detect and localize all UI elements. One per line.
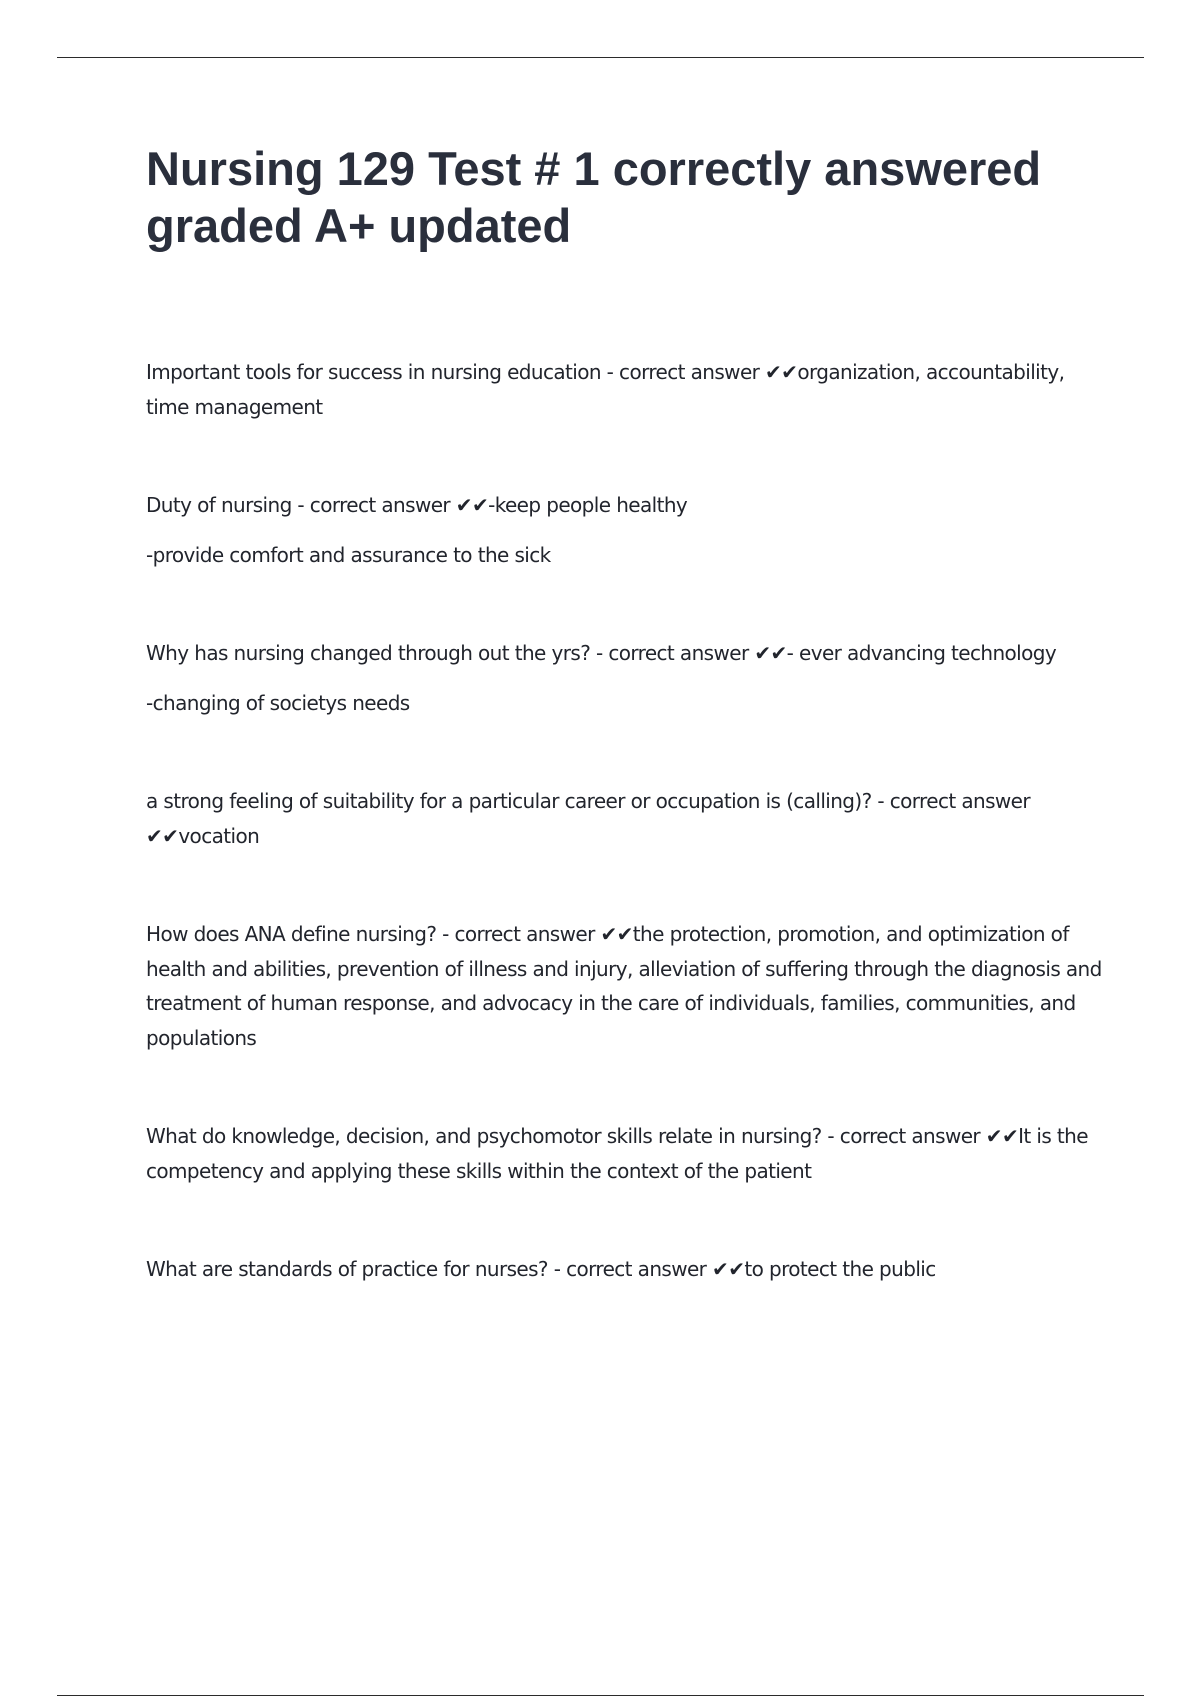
question-text: What are standards of practice for nurses? - correct answer ✔✔to protect the public bbox=[146, 1257, 936, 1281]
answer-continuation: -provide comfort and assurance to the sick bbox=[146, 542, 551, 567]
question-text: How does ANA define nursing? - correct answer ✔✔the protection, promotion, and optimization of health and abilities, prevention of illness and injury, alleviation of suffering through the diagnosis and treatment of human response, and advocacy in the care of individuals, families, communities, and populations bbox=[146, 922, 1102, 1050]
answer-continuation: -changing of societys needs bbox=[146, 690, 410, 715]
question-text: Why has nursing changed through out the yrs? - correct answer ✔✔- ever advancing technology bbox=[146, 641, 1057, 665]
question-text: Duty of nursing - correct answer ✔✔-keep people healthy bbox=[146, 493, 688, 517]
question-item bbox=[146, 784, 1106, 853]
question-item bbox=[146, 355, 1106, 424]
question-item bbox=[146, 636, 1106, 720]
question-text: What do knowledge, decision, and psychomotor skills relate in nursing? - correct answer ✔✔It is the competency and applying these skills within the context of the patient bbox=[146, 1124, 1088, 1183]
question-item bbox=[146, 1252, 1106, 1287]
question-item bbox=[146, 917, 1106, 1055]
question-item bbox=[146, 1119, 1106, 1188]
bottom-rule bbox=[57, 1695, 1144, 1696]
question-text: Important tools for success in nursing education - correct answer ✔✔organization, accountability, time management bbox=[146, 360, 1065, 419]
question-item bbox=[146, 488, 1106, 572]
document-title: Nursing 129 Test # 1 correctly answered graded A+ updated bbox=[146, 142, 1042, 252]
document-body bbox=[146, 140, 1106, 1281]
question-text: a strong feeling of suitability for a particular career or occupation is (calling)? - correct answer ✔✔vocation bbox=[146, 789, 1030, 848]
question-list bbox=[146, 355, 1106, 1287]
top-rule bbox=[57, 57, 1144, 58]
